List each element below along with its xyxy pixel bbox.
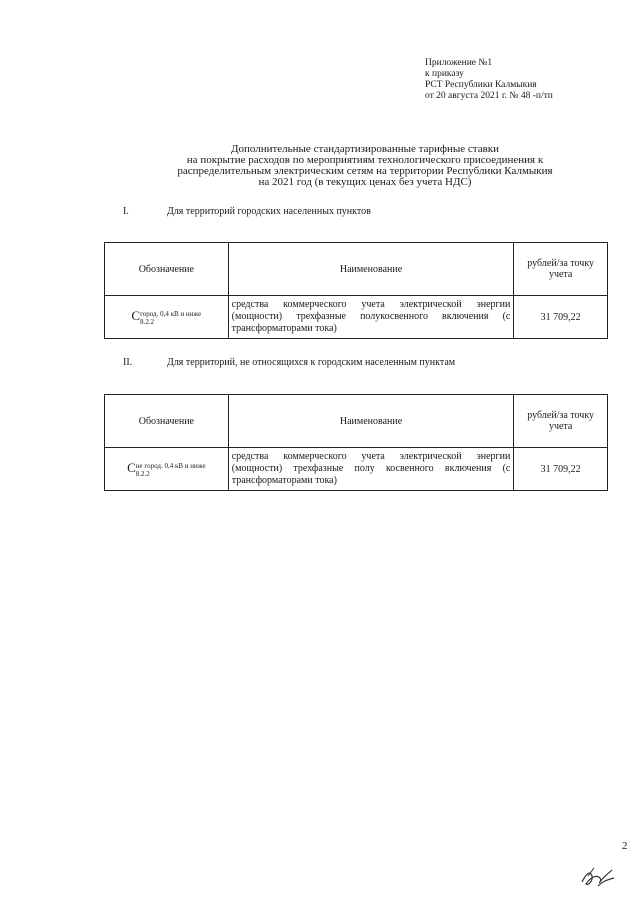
- symbol-superscript: не город. 0,4 кВ и ниже: [135, 461, 206, 470]
- page-number: 2: [622, 840, 628, 852]
- symbol-subscript: 8.2.2: [140, 317, 155, 326]
- tariff-description: средства коммерческого учета электрической энергии (мощности) трехфазные полукосвенного включения (с трансформаторами тока): [228, 296, 514, 339]
- section-number: II.: [123, 357, 133, 368]
- section-title: Для территорий, не относящихся к городским населенным пунктам: [167, 357, 456, 368]
- header-cell: рублей/за точку учета: [514, 243, 608, 296]
- tariff-table: [104, 242, 608, 339]
- symbol-letter: C: [131, 308, 141, 324]
- title-line: Дополнительные стандартизированные тарифные ставки: [230, 143, 500, 155]
- signature-icon: [578, 856, 618, 892]
- table-header-row: [105, 243, 608, 296]
- header-cell: Наименование: [228, 395, 514, 448]
- tariff-symbol: [105, 448, 229, 491]
- title-line: распределительным электрическим сетям на территории Республики Калмыкия: [177, 165, 553, 177]
- tariff-description: средства коммерческого учета электрической энергии (мощности) трехфазные полу косвенного включения (с трансформаторами тока): [228, 448, 514, 491]
- section-title: Для территорий городских населенных пунктов: [167, 206, 371, 217]
- tariff-price: 31 709,22: [514, 448, 608, 491]
- appendix-line: от 20 августа 2021 г. № 48 -п/тп: [425, 91, 553, 101]
- header-cell: рублей/за точку учета: [514, 395, 608, 448]
- tariff-table: [104, 394, 608, 491]
- header-cell: Обозначение: [105, 395, 229, 448]
- table-row: [105, 448, 608, 491]
- table-row: [105, 296, 608, 339]
- appendix-line: РСТ Республики Калмыкия: [425, 80, 537, 90]
- section-heading: [123, 357, 455, 368]
- symbol-subscript: 8.2.2: [135, 469, 150, 478]
- header-cell: Наименование: [228, 243, 514, 296]
- appendix-line: Приложение №1: [425, 58, 493, 68]
- symbol-letter: C: [127, 460, 136, 476]
- table-header-row: [105, 395, 608, 448]
- tariff-symbol: [105, 296, 229, 339]
- section-heading: [123, 206, 371, 217]
- title-line: на покрытие расходов по мероприятиям технологического присоединения к: [186, 154, 544, 166]
- appendix-line: к приказу: [425, 69, 464, 79]
- tariff-price: 31 709,22: [514, 296, 608, 339]
- header-cell: Обозначение: [105, 243, 229, 296]
- appendix-header: [425, 58, 553, 102]
- document-title: [110, 144, 620, 188]
- symbol-superscript: город. 0,4 кВ и ниже: [140, 309, 202, 318]
- title-line: на 2021 год (в текущих ценах без учета НДС): [258, 176, 472, 188]
- section-number: I.: [123, 206, 129, 217]
